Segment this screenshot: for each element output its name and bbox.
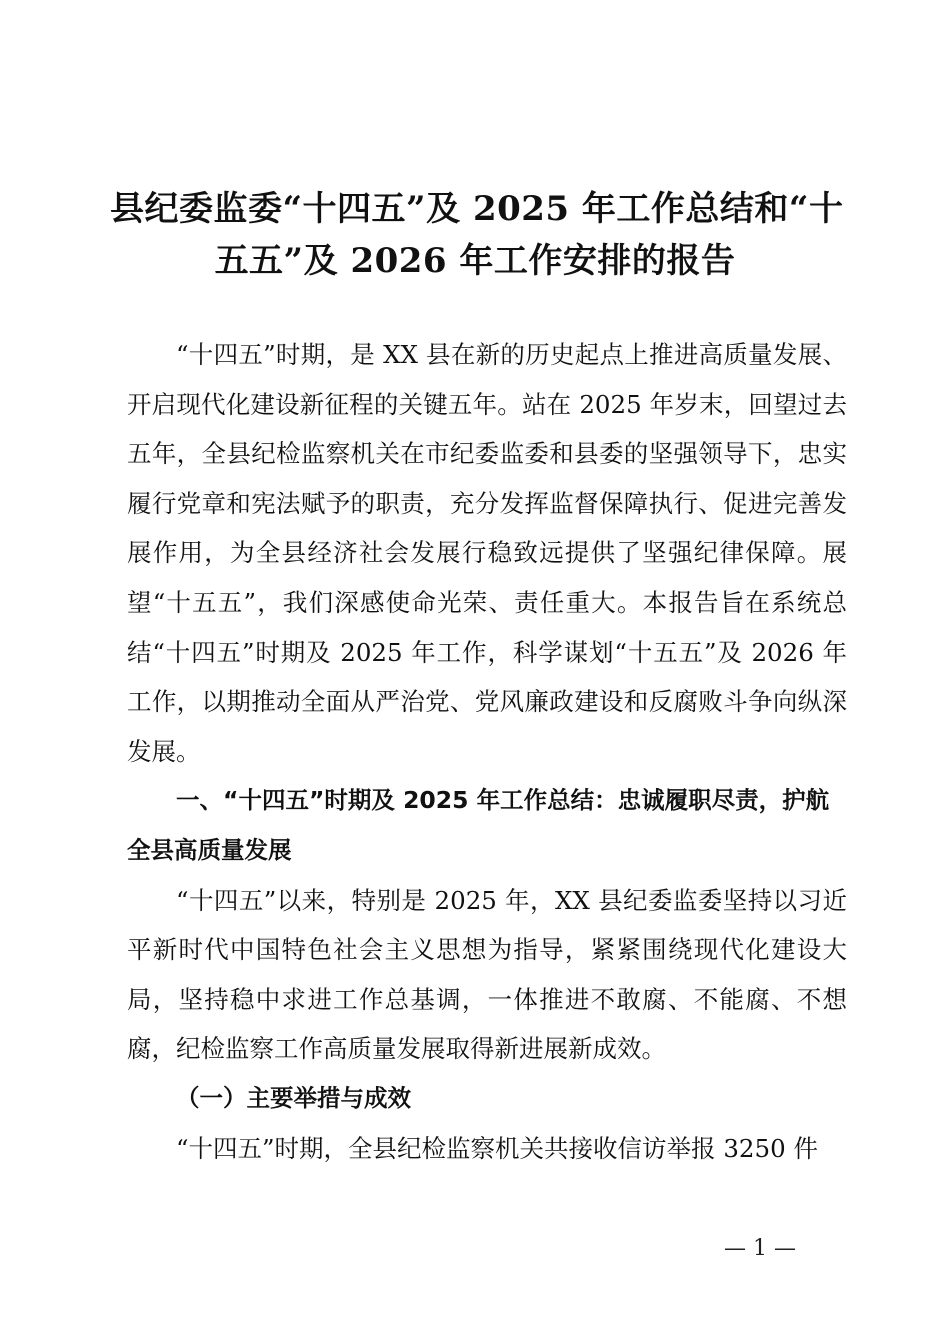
subsection-1-paragraph: “十四五”时期，全县纪检监察机关共接收信访举报 3250 件 [176, 1133, 818, 1163]
subsection-1-heading: （一）主要举措与成效 [176, 1083, 411, 1112]
intro-paragraph: “十四五”时期，是 XX 县在新的历史起点上推进高质量发展、开启现代化建设新征程的关键五年。站在 2025 年岁末，回望过去五年，全县纪检监察机关在市纪委监委和县委的坚强领导下，忠实履行党章和宪法赋予的职责，充分发挥监督保障执行、促进完善发展作用，为全县经济社会发展行稳致远提供了坚强纪律保障。展望“十五五”，我们深感使命光荣、责任重大。本报告旨在系统总结“十四五”时期及 2025 年工作，科学谋划“十五五”及 2026 年工作，以期推动全面从严治党、党风廉政建设和反腐败斗争向纵深发展。 [127, 340, 847, 766]
section-1-heading: 一、“十四五”时期及 2025 年工作总结：忠诚履职尽责，护航全县高质量发展 [127, 786, 830, 864]
page-number: — 1 — [724, 1236, 796, 1261]
document-body [127, 330, 847, 1173]
title-line-1: 县纪委监委“十四五”及 2025 年工作总结和“十 [110, 189, 844, 229]
title-line-2: 五五”及 2026 年工作安排的报告 [214, 241, 736, 281]
section-1-paragraph: “十四五”以来，特别是 2025 年，XX 县纪委监委坚持以习近平新时代中国特色社会主义思想为指导，紧紧围绕现代化建设大局，坚持稳中求进工作总基调，一体推进不敢腐、不能腐、不想腐，纪检监察工作高质量发展取得新进展新成效。 [127, 885, 847, 1064]
document-title [110, 183, 844, 287]
